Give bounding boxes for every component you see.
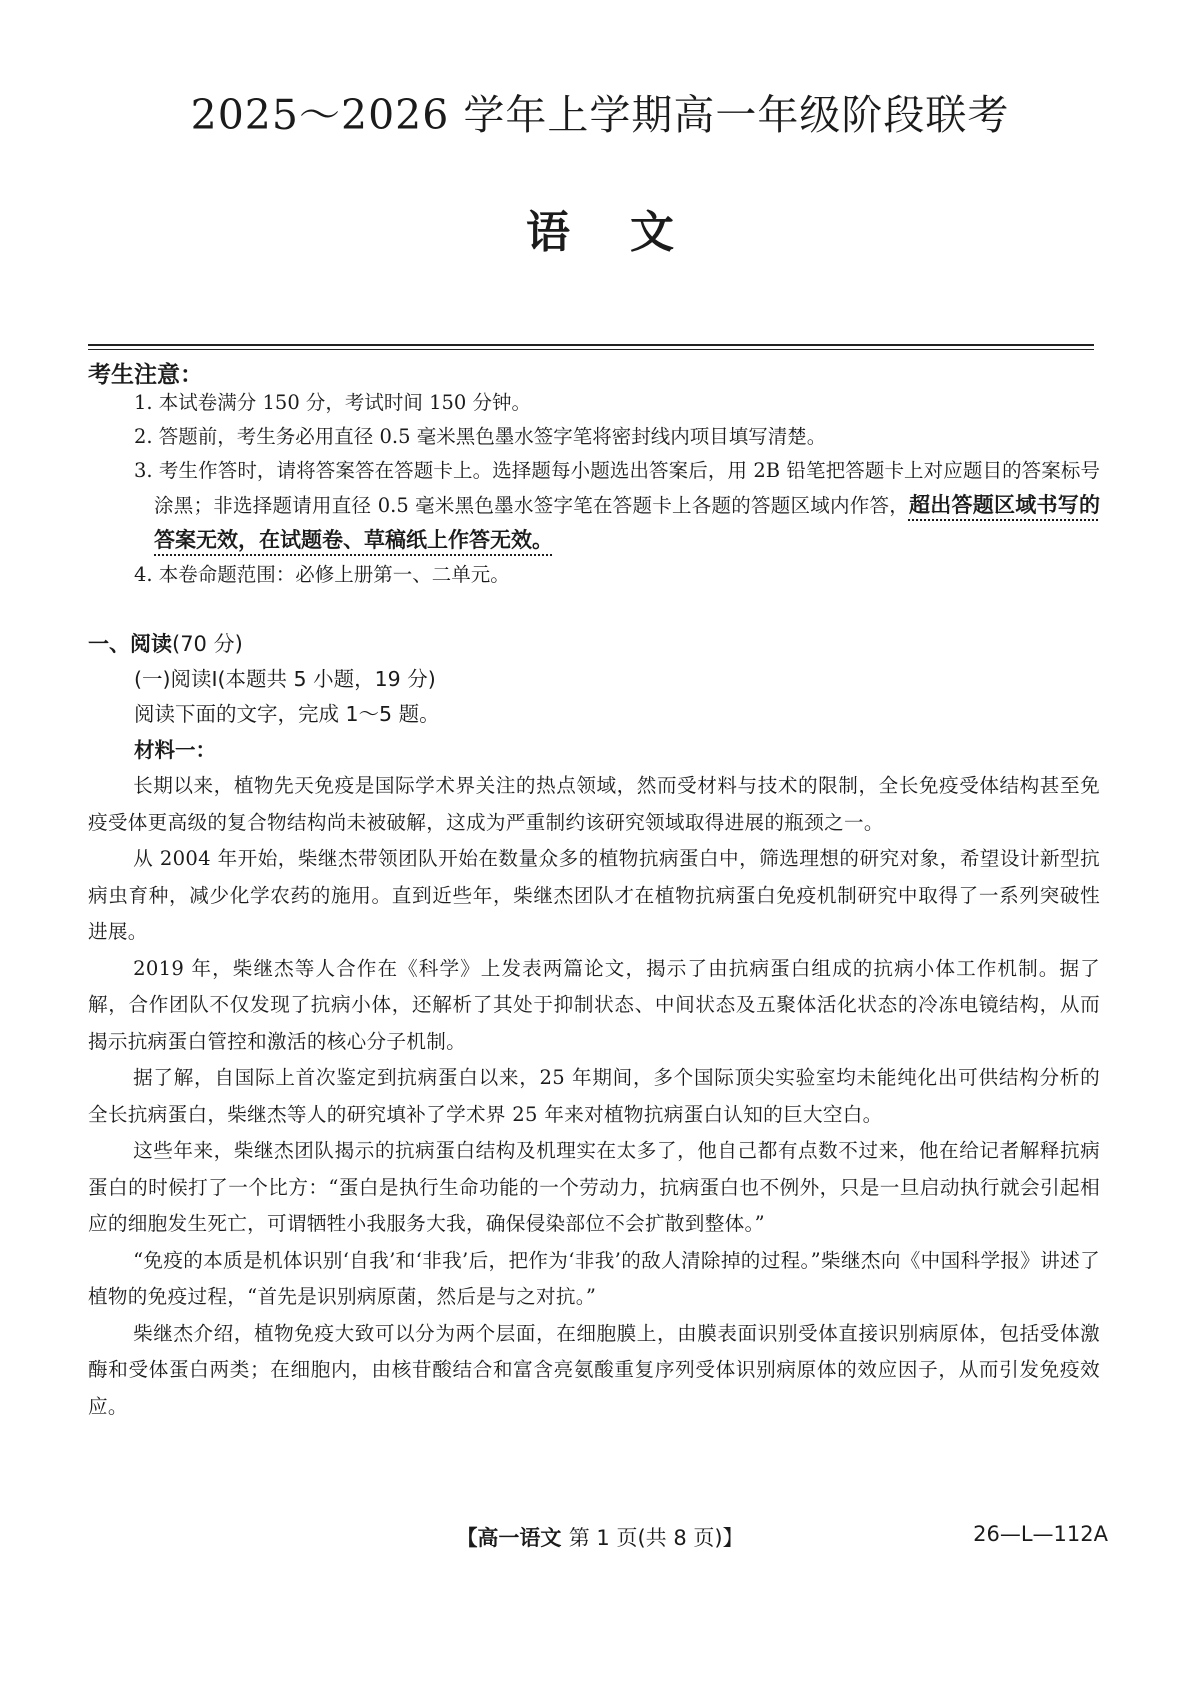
header-divider	[88, 344, 1094, 346]
material-label: 材料一：	[134, 738, 216, 762]
paragraph: 从 2004 年开始，柴继杰带领团队开始在数量众多的植物抗病蛋白中，筛选理想的研究对象，希望设计新型抗病虫育种，减少化学农药的施用。直到近些年，柴继杰团队才在植物抗病蛋白免疫机制研究中取得了一系列突破性进展。	[88, 847, 1100, 943]
notice-item-4: 4. 本卷命题范围：必修上册第一、二单元。	[134, 563, 510, 586]
section-heading	[88, 628, 243, 658]
paragraph: 2019 年，柴继杰等人合作在《科学》上发表两篇论文，揭示了由抗病蛋白组成的抗病小体工作机制。据了解，合作团队不仅发现了抗病小体，还解析了其处于抑制状态、中间状态及五聚体活化状态的冷冻电镜结构，从而揭示抗病蛋白管控和激活的核心分子机制。	[88, 956, 1100, 1053]
paragraph: 据了解，自国际上首次鉴定到抗病蛋白以来，25 年期间，多个国际顶尖实验室均未能纯化出可供结构分析的全长抗病蛋白，柴继杰等人的研究填补了学术界 25 年来对植物抗病蛋白认知的巨大空白。	[88, 1066, 1100, 1126]
section-points: (70 分)	[172, 632, 243, 656]
paragraph: 柴继杰介绍，植物免疫大致可以分为两个层面，在细胞膜上，由膜表面识别受体直接识别病原体，包括受体激酶和受体蛋白两类；在细胞内，由核苷酸结合和富含亮氨酸重复序列受体识别病原体的效应因子，从而引发免疫效应。	[88, 1321, 1100, 1418]
notice-item-3	[134, 454, 1100, 558]
paragraph: 这些年来，柴继杰团队揭示的抗病蛋白结构及机理实在太多了，他自己都有点数不过来，他在给记者解释抗病蛋白的时候打了一个比方：“蛋白是执行生命功能的一个劳动力，抗病蛋白也不例外，只是一旦启动执行就会引起相应的细胞发生死亡，可谓牺牲小我服务大我，确保侵染部位不会扩散到整体。”	[88, 1139, 1100, 1235]
paragraph: 长期以来，植物先天免疫是国际学术界关注的热点领域，然而受材料与技术的限制，全长免疫受体结构甚至免疫受体更高级的复合物结构尚未被破解，这成为严重制约该研究领域取得进展的瓶颈之一。	[88, 774, 1100, 834]
footer-title: 【高一语文	[456, 1526, 562, 1550]
paragraph: “免疫的本质是机体识别‘自我’和‘非我’后，把作为‘非我’的敌人清除掉的过程。”柴继杰向《中国科学报》讲述了植物的免疫过程，“首先是识别病原菌，然后是与之对抗。”	[88, 1248, 1100, 1308]
reading-instruction: 阅读下面的文字，完成 1～5 题。	[134, 702, 440, 726]
section-heading-label: 一、阅读	[88, 632, 172, 656]
material-body	[88, 768, 1100, 1425]
notice-item-3-text: 3. 考生作答时，请将答案答在答题卡上。选择题每小题选出答案后，用 2B 铅笔把答题卡上对应题目的答案标号涂黑；非选择题请用直径 0.5 毫米黑色墨水签字笔在答题卡上各题的答题区域内作答，	[134, 459, 1100, 517]
header-divider-thin	[88, 349, 1094, 350]
exam-title: 2025～2026 学年上学期高一年级阶段联考	[190, 91, 1010, 139]
notice-heading: 考生注意：	[88, 362, 203, 388]
footer-paper-code: 26—L—112A	[973, 1522, 1108, 1546]
subject-title: 语文	[526, 207, 734, 258]
notice-item-3-emphasis: 超出答题区域书写的答案无效，在试题卷、草稿纸上作答无效。	[154, 493, 1100, 552]
notice-item-2: 2. 答题前，考生务必用直径 0.5 毫米黑色墨水签字笔将密封线内项目填写清楚。	[134, 425, 827, 448]
notice-item-1: 1. 本试卷满分 150 分，考试时间 150 分钟。	[134, 391, 532, 414]
footer-page-number: 第 1 页(共 8 页)】	[568, 1526, 744, 1550]
notice-list	[134, 386, 1100, 592]
sub-section-heading: (一)阅读Ⅰ(本题共 5 小题，19 分)	[134, 667, 436, 691]
